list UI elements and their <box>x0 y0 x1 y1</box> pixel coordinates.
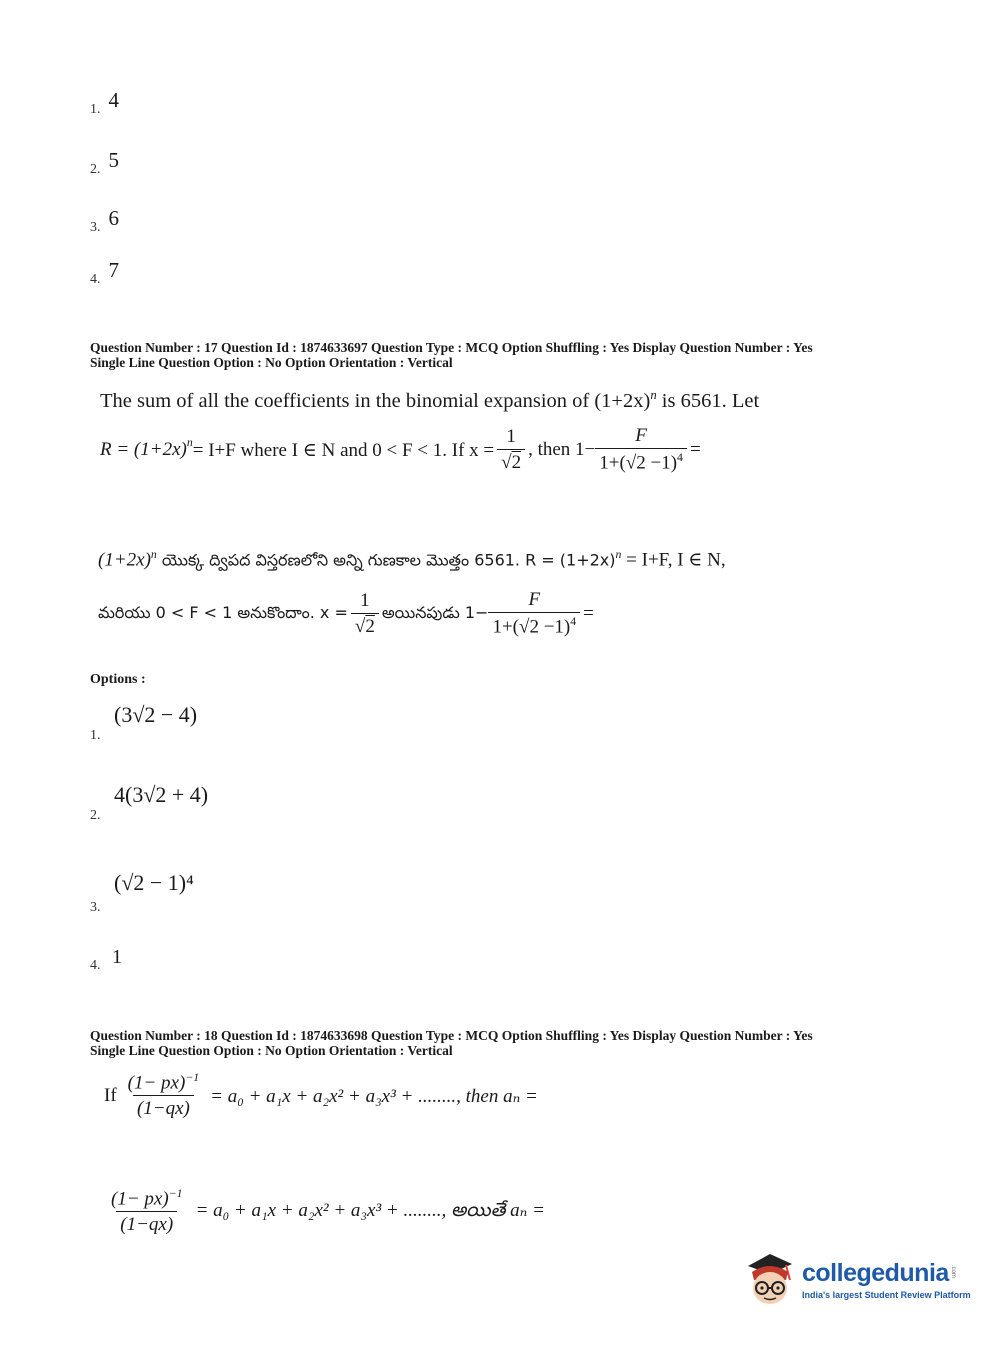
numerator: F <box>635 425 647 446</box>
frac-1-sqrt2 <box>351 591 379 638</box>
option-expr: 4(3√2 + 4) <box>114 782 209 807</box>
q17-te-text-cont: = I+F, I ∈ N, <box>621 549 726 571</box>
expr-R: R = (1+2x) <box>100 439 187 461</box>
exponent: n <box>615 548 622 561</box>
denominator: √2 <box>351 613 379 638</box>
expr-then: , then 1− <box>528 439 596 461</box>
series-expr-te: = a₀ + a₁x + a₂x² + a₃x³ + ........, అయితే aₙ = <box>195 1199 545 1221</box>
option-value: 7 <box>108 258 119 282</box>
option-number: 4. <box>90 958 101 973</box>
exponent: n <box>150 548 157 561</box>
brand-name: collegedunia <box>802 1258 949 1287</box>
q18-te-line <box>104 1188 545 1236</box>
collegedunia-logo <box>742 1250 971 1308</box>
q17-te-line1 <box>98 548 726 573</box>
prev-option-1 <box>90 88 119 119</box>
frac-generating <box>124 1072 204 1120</box>
option-number: 1. <box>90 728 101 743</box>
option-number: 2. <box>90 808 101 823</box>
option-number: 3. <box>90 900 101 915</box>
brand-text <box>802 1259 971 1300</box>
numerator: (1− px)$^{-1}$ <box>127 1071 200 1094</box>
q17-en-text-cont: is 6561. Let <box>656 389 760 412</box>
brand-tagline: India's largest Student Review Platform <box>802 1289 971 1300</box>
numerator: 1 <box>506 425 516 447</box>
q18-meta-line1: Question Number : 18 Question Id : 1874633698 Question Type : MCQ Option Shuffling : Yes Display Question Number : Yes <box>90 1028 813 1043</box>
equals: = <box>689 439 701 461</box>
option-expr: (√2 − 1)⁴ <box>114 870 194 895</box>
q18-meta-line2: Single Line Question Option : No Option Orientation : Vertical <box>90 1043 453 1058</box>
denominator: $1+(√2 -1)^4$ <box>595 448 687 474</box>
expr-condition: = I+F where I ∈ N and 0 < F < 1. If x = <box>192 439 495 461</box>
q17-meta-line2: Single Line Question Option : No Option Orientation : Vertical <box>90 355 453 370</box>
q17-en-text: The sum of all the coefficients in the binomial expansion of (1+2x) <box>100 389 651 412</box>
prev-option-2 <box>90 148 119 179</box>
option-expr: 1 <box>112 946 122 968</box>
q17-te-text3: అయినపుడు 1− <box>381 602 489 622</box>
brand-suffix: .com <box>949 1264 956 1278</box>
q18-meta <box>90 1028 813 1058</box>
q17-en-line1 <box>100 388 759 413</box>
denominator: √2 <box>497 449 525 474</box>
numerator: (1− px)$^{-1}$ <box>111 1187 183 1210</box>
option-value: 5 <box>108 148 119 172</box>
prev-option-4 <box>90 258 119 289</box>
numerator: F <box>528 589 541 610</box>
q18-en-line <box>104 1072 538 1120</box>
denominator: $1+(√2 -1)^4$ <box>488 612 580 638</box>
expr: (1+2x) <box>98 549 151 571</box>
equals: = <box>583 603 594 625</box>
exponent: n <box>186 436 193 449</box>
frac-1-sqrt2 <box>497 427 525 474</box>
frac-F <box>595 426 687 474</box>
option-value: 6 <box>108 206 119 230</box>
q17-te-text2: మరియు 0 < F < 1 అనుకొందాం. x = <box>98 602 348 622</box>
prev-option-3 <box>90 206 119 237</box>
q17-meta <box>90 340 813 370</box>
option-expr: (3√2 − 4) <box>114 702 198 727</box>
option-value: 4 <box>108 88 119 112</box>
option-number: 1. <box>90 102 101 117</box>
q17-te-text: యొక్క ద్విపద విస్తరణలోని అన్ని గుణకాల మొత్తం 6561. R = (1+2x) <box>156 550 616 570</box>
q17-te-line2 <box>98 590 594 638</box>
option-number: 3. <box>90 220 101 235</box>
frac-F <box>488 590 580 638</box>
option-number: 2. <box>90 162 101 177</box>
exponent: n <box>650 388 657 402</box>
q17-en-line2 <box>100 426 701 474</box>
denominator: (1−qx) <box>116 1211 177 1236</box>
if-word: If <box>104 1085 117 1107</box>
numerator: 1 <box>360 589 370 611</box>
option-number: 4. <box>90 272 101 287</box>
denominator: (1−qx) <box>133 1095 194 1120</box>
frac-generating <box>107 1188 187 1236</box>
q17-meta-line1: Question Number : 17 Question Id : 1874633697 Question Type : MCQ Option Shuffling : Yes Display Question Number : Yes <box>90 340 813 355</box>
q17-options-label: Options : <box>90 672 146 687</box>
series-expr: = a₀ + a₁x + a₂x² + a₃x³ + ........, then aₙ = <box>210 1085 538 1107</box>
mascot-icon <box>742 1250 798 1308</box>
